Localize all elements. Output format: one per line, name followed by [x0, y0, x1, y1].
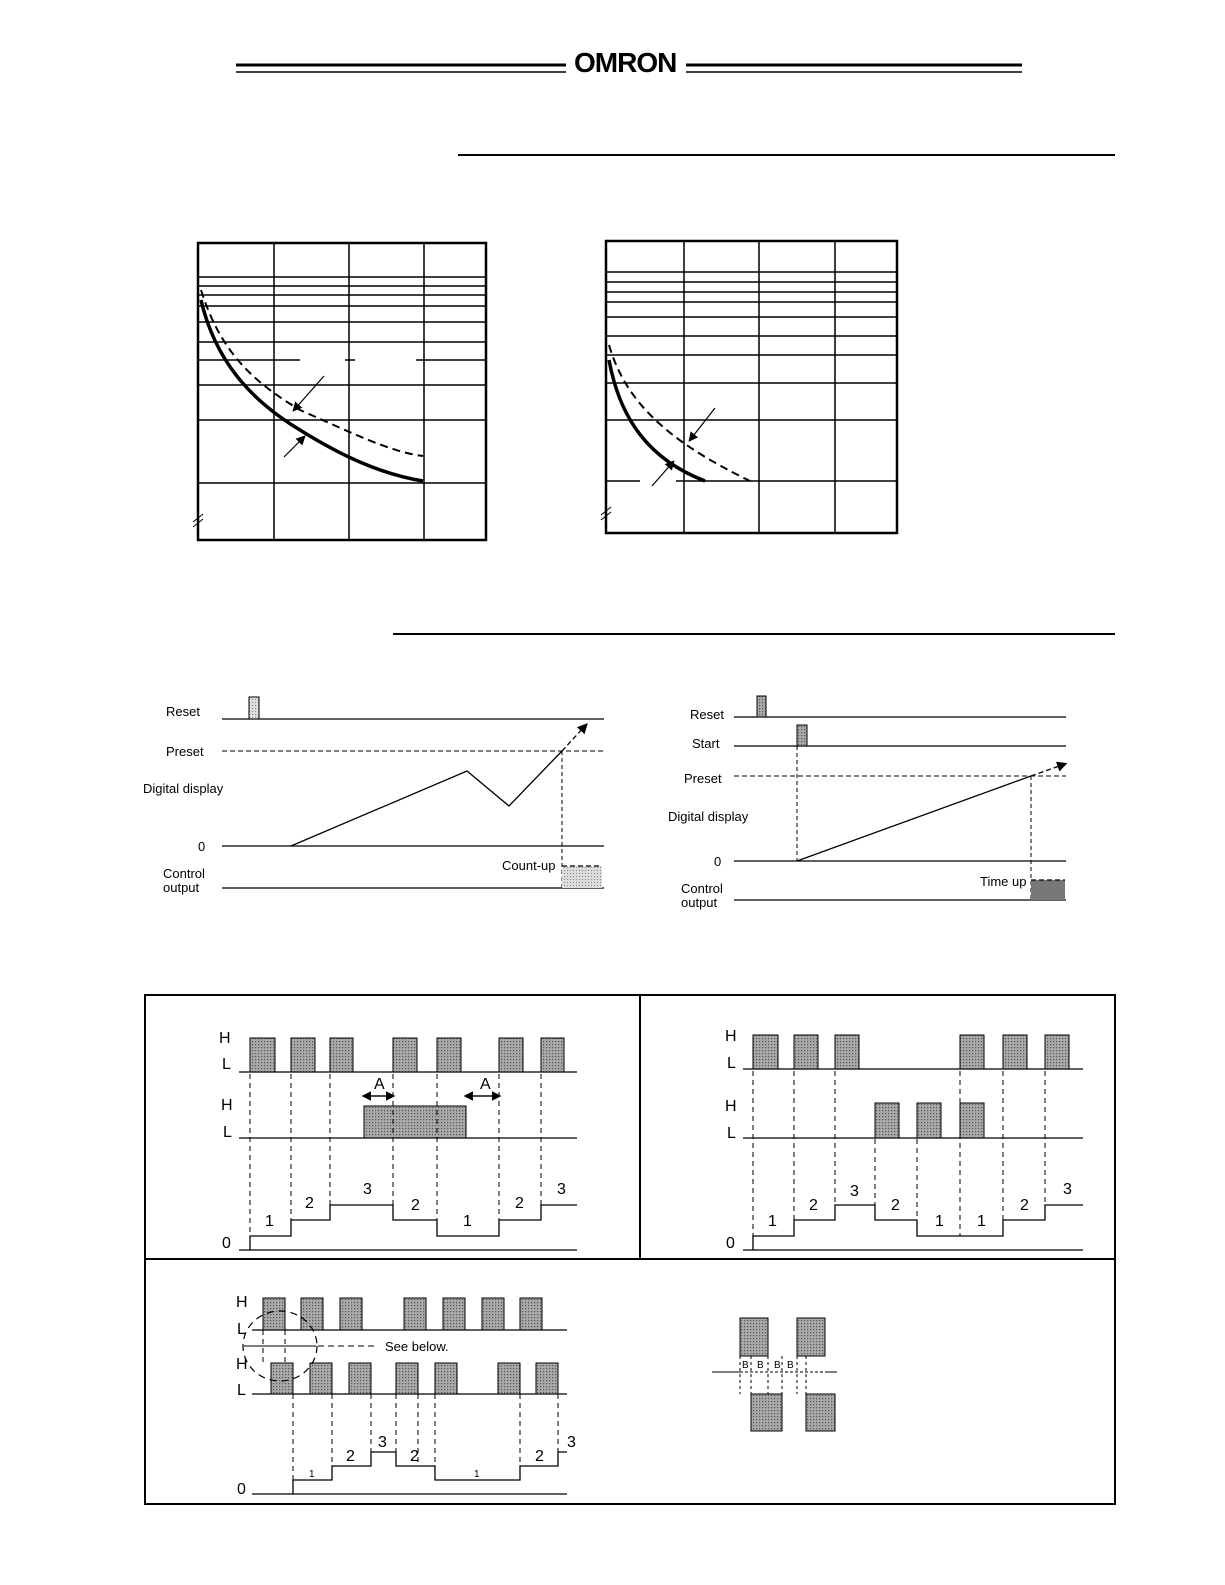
gap-b-label: B	[787, 1360, 794, 1371]
preset-label: Preset	[684, 771, 722, 786]
count-up-label: Count-up	[502, 858, 556, 873]
preset-label: Preset	[166, 744, 204, 759]
brand-logo: OMRON	[574, 47, 677, 78]
count-label: 1	[474, 1469, 480, 1480]
reset-pulse	[249, 697, 259, 719]
h-label: H	[236, 1294, 248, 1311]
count-label: 3	[557, 1181, 566, 1198]
count-label: 1	[935, 1213, 944, 1230]
time-up-label: Time up	[980, 874, 1027, 889]
curve-chart-right	[601, 241, 897, 533]
curve-chart-left	[193, 243, 486, 540]
count-label: 2	[515, 1195, 524, 1212]
control-output-block	[1031, 880, 1065, 900]
pulse-panel-1	[219, 1030, 577, 1252]
count-label: 1	[768, 1213, 777, 1230]
l-label: L	[222, 1056, 231, 1073]
zero-label: 0	[198, 839, 206, 854]
count-label: 1	[977, 1213, 986, 1230]
reset-pulse	[757, 696, 766, 717]
gap-b-label: B	[742, 1360, 749, 1371]
gap-a-label: A	[374, 1076, 385, 1093]
h-label: H	[725, 1028, 737, 1045]
h-label: H	[219, 1030, 231, 1047]
count-label: 1	[309, 1469, 315, 1480]
gap-b-label: B	[774, 1360, 781, 1371]
count-label: 2	[346, 1448, 355, 1465]
control-output-block	[562, 866, 602, 888]
gap-a-label: A	[480, 1076, 491, 1093]
output-label-2: output	[681, 895, 718, 910]
start-label: Start	[692, 736, 720, 751]
l-label: L	[223, 1124, 232, 1141]
zero-label: 0	[222, 1235, 231, 1252]
page-header	[236, 47, 1022, 78]
start-pulse	[797, 725, 807, 746]
count-label: 2	[410, 1448, 419, 1465]
output-label-1: Control	[681, 881, 723, 896]
count-label: 3	[378, 1434, 387, 1451]
see-below-note: See below.	[385, 1339, 449, 1354]
gap-b-label: B	[757, 1360, 764, 1371]
zero-label: 0	[237, 1481, 246, 1498]
count-label: 1	[265, 1213, 274, 1230]
pulse-panel-3	[236, 1294, 576, 1498]
count-label: 2	[535, 1448, 544, 1465]
count-label: 2	[891, 1197, 900, 1214]
output-label-1: Control	[163, 866, 205, 881]
count-label: 3	[1063, 1181, 1072, 1198]
reset-label: Reset	[690, 707, 724, 722]
h-label: H	[725, 1098, 737, 1115]
count-label: 3	[363, 1181, 372, 1198]
reset-label: Reset	[166, 704, 200, 719]
count-label: 2	[1020, 1197, 1029, 1214]
l-label: L	[727, 1055, 736, 1072]
count-label: 2	[809, 1197, 818, 1214]
pulse-detail	[712, 1318, 837, 1431]
count-label: 2	[411, 1197, 420, 1214]
l-label: L	[237, 1321, 246, 1338]
h-label: H	[236, 1356, 248, 1373]
count-label: 3	[850, 1183, 859, 1200]
zero-label: 0	[714, 854, 722, 869]
h-label: H	[221, 1097, 233, 1114]
count-label: 2	[305, 1195, 314, 1212]
display-label: Digital display	[668, 809, 749, 824]
output-label-2: output	[163, 880, 200, 895]
l-label: L	[727, 1125, 736, 1142]
l-label: L	[237, 1382, 246, 1399]
zero-label: 0	[726, 1235, 735, 1252]
timing-chart-time	[668, 696, 1066, 910]
timing-chart-count	[143, 697, 604, 895]
pulse-panel-2	[725, 1028, 1083, 1252]
count-label: 1	[463, 1213, 472, 1230]
display-label: Digital display	[143, 781, 224, 796]
count-label: 3	[567, 1434, 576, 1451]
